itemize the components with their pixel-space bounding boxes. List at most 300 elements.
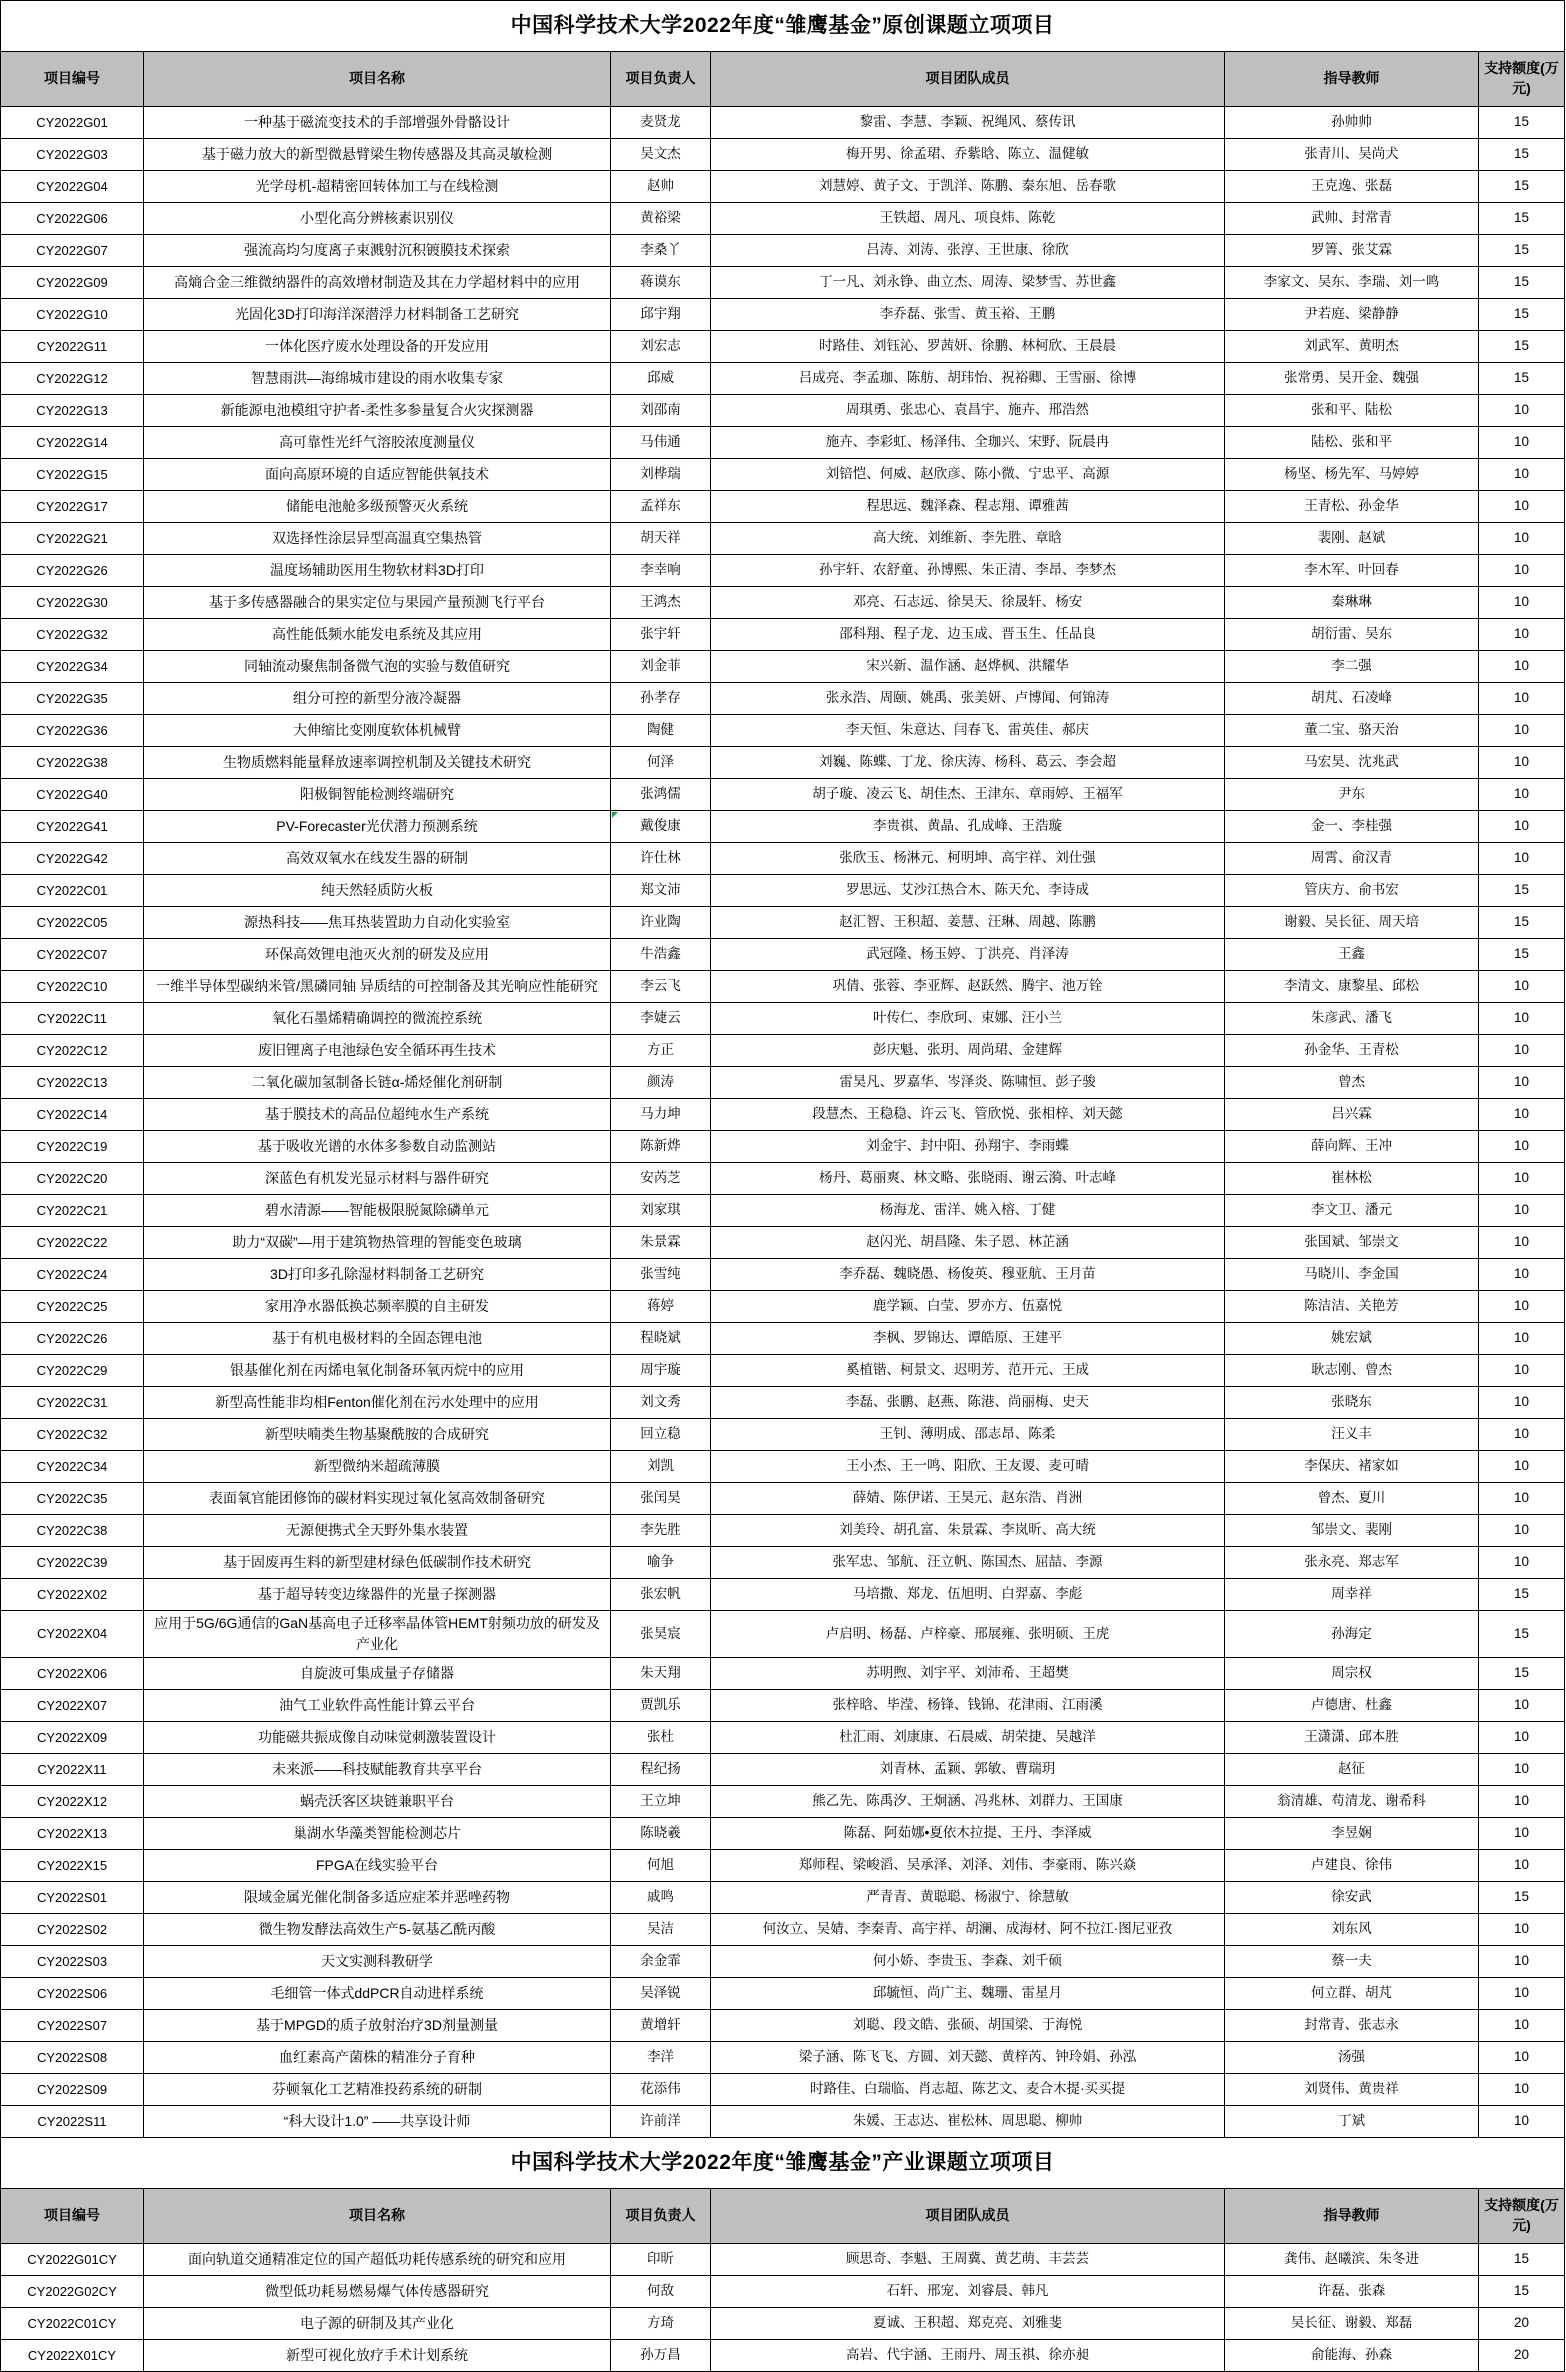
leader-cell: 李婕云: [611, 1003, 711, 1035]
teachers-cell: 李木军、叶回春: [1225, 555, 1479, 587]
teachers-cell: 姚宏斌: [1225, 1323, 1479, 1355]
column-header-project-name: 项目名称: [144, 52, 611, 107]
leader-cell: 马力坤: [611, 1099, 711, 1131]
column-header-project-id: 项目编号: [1, 52, 144, 107]
project-id-cell: CY2022C26: [1, 1323, 144, 1355]
leader-cell: 许仕林: [611, 843, 711, 875]
table-row: [1, 1658, 1565, 1690]
teachers-cell: 汤强: [1225, 2042, 1479, 2074]
teachers-cell: 崔林松: [1225, 1163, 1479, 1195]
amount-cell: 10: [1479, 1291, 1565, 1323]
members-cell: 杨海龙、雷洋、姚入榕、丁健: [711, 1195, 1225, 1227]
project-id-cell: CY2022S07: [1, 2010, 144, 2042]
members-cell: 李磊、张鹏、赵燕、陈港、尚丽梅、史天: [711, 1387, 1225, 1419]
table-row: [1, 1419, 1565, 1451]
amount-cell: 15: [1479, 267, 1565, 299]
amount-cell: 15: [1479, 363, 1565, 395]
amount-cell: 10: [1479, 1914, 1565, 1946]
teachers-cell: 尹若庭、梁静静: [1225, 299, 1479, 331]
table-row: [1, 1035, 1565, 1067]
leader-cell: 吴洁: [611, 1914, 711, 1946]
table-row: [1, 299, 1565, 331]
teachers-cell: 武帅、封常青: [1225, 203, 1479, 235]
leader-cell: 陶健: [611, 715, 711, 747]
members-cell: 李枫、罗锦达、谭皓原、王建平: [711, 1323, 1225, 1355]
project-id-cell: CY2022X07: [1, 1690, 144, 1722]
amount-cell: 10: [1479, 1355, 1565, 1387]
members-cell: 邵科翔、程子龙、边玉成、晋玉生、任品良: [711, 619, 1225, 651]
amount-cell: 10: [1479, 1387, 1565, 1419]
table-row: [1, 331, 1565, 363]
section-title-row: [1, 2138, 1565, 2189]
table-row: [1, 1451, 1565, 1483]
project-name-cell: 限域金属光催化制备多适应症苯并恶唑药物: [144, 1882, 611, 1914]
members-cell: 孙宇轩、农舒童、孙博熙、朱正清、李昂、李梦杰: [711, 555, 1225, 587]
members-cell: 武冠隆、杨玉婷、丁洪亮、肖泽涛: [711, 939, 1225, 971]
project-name-cell: 面向高原环境的自适应智能供氧技术: [144, 459, 611, 491]
project-id-cell: CY2022C05: [1, 907, 144, 939]
project-id-cell: CY2022G09: [1, 267, 144, 299]
project-name-cell: 自旋波可集成量子存储器: [144, 1658, 611, 1690]
members-cell: 梅开男、徐孟珺、乔紫晗、陈立、温健敏: [711, 139, 1225, 171]
table-row: [1, 171, 1565, 203]
project-name-cell: 新能源电池模组守护者-柔性多参量复合火灾探测器: [144, 395, 611, 427]
leader-cell: 颜涛: [611, 1067, 711, 1099]
amount-cell: 10: [1479, 491, 1565, 523]
table-row: [1, 1483, 1565, 1515]
amount-cell: 10: [1479, 2106, 1565, 2138]
leader-cell: 赵帅: [611, 171, 711, 203]
project-name-cell: 碧水清源——智能极限脱氮除磷单元: [144, 1195, 611, 1227]
teachers-cell: 丁斌: [1225, 2106, 1479, 2138]
members-cell: 李乔磊、魏晓愚、杨俊英、穆亚航、王月苗: [711, 1259, 1225, 1291]
project-name-cell: 智慧雨洪—海绵城市建设的雨水收集专家: [144, 363, 611, 395]
teachers-cell: 卢德唐、杜鑫: [1225, 1690, 1479, 1722]
leader-cell: 王鸿杰: [611, 587, 711, 619]
project-name-cell: 天文实测科教研学: [144, 1946, 611, 1978]
amount-cell: 10: [1479, 843, 1565, 875]
leader-cell: 刘宏志: [611, 331, 711, 363]
members-cell: 李贵祺、黄晶、孔成峰、王浩璇: [711, 811, 1225, 843]
project-id-cell: CY2022G36: [1, 715, 144, 747]
project-name-cell: 新型微纳米超疏薄膜: [144, 1451, 611, 1483]
column-header-row: [1, 52, 1565, 107]
teachers-cell: 刘贤伟、黄贵祥: [1225, 2074, 1479, 2106]
teachers-cell: 蔡一夫: [1225, 1946, 1479, 1978]
leader-cell: 余金霏: [611, 1946, 711, 1978]
project-name-cell: 一体化医疗废水处理设备的开发应用: [144, 331, 611, 363]
project-id-cell: CY2022C12: [1, 1035, 144, 1067]
project-id-cell: CY2022G11: [1, 331, 144, 363]
leader-cell: 李云飞: [611, 971, 711, 1003]
teachers-cell: 吴长征、谢毅、郑磊: [1225, 2308, 1479, 2340]
project-name-cell: 光固化3D打印海洋深潜浮力材料制备工艺研究: [144, 299, 611, 331]
amount-cell: 10: [1479, 459, 1565, 491]
amount-cell: 15: [1479, 171, 1565, 203]
amount-cell: 10: [1479, 1786, 1565, 1818]
project-id-cell: CY2022C32: [1, 1419, 144, 1451]
project-id-cell: CY2022G04: [1, 171, 144, 203]
teachers-cell: 李二强: [1225, 651, 1479, 683]
table-row: [1, 683, 1565, 715]
project-name-cell: 温度场辅助医用生物软材料3D打印: [144, 555, 611, 587]
teachers-cell: 金一、李桂强: [1225, 811, 1479, 843]
amount-cell: 10: [1479, 2074, 1565, 2106]
teachers-cell: 张青川、吴尚犬: [1225, 139, 1479, 171]
amount-cell: 10: [1479, 587, 1565, 619]
amount-cell: 15: [1479, 203, 1565, 235]
members-cell: 郑师程、梁峻滔、吴承泽、刘泽、刘伟、李豪雨、陈兴焱: [711, 1850, 1225, 1882]
members-cell: 鹿学颖、白莹、罗亦方、伍嘉悦: [711, 1291, 1225, 1323]
project-id-cell: CY2022C35: [1, 1483, 144, 1515]
column-header-amount: 支持额度(万元): [1479, 2189, 1565, 2244]
teachers-cell: 裴刚、赵斌: [1225, 523, 1479, 555]
leader-cell: 刘家琪: [611, 1195, 711, 1227]
amount-cell: 10: [1479, 1690, 1565, 1722]
members-cell: 黎雷、李慧、李颖、祝绳风、蔡传讯: [711, 107, 1225, 139]
column-header-members: 项目团队成员: [711, 2189, 1225, 2244]
table-row: [1, 1387, 1565, 1419]
table-row: [1, 523, 1565, 555]
project-id-cell: CY2022X06: [1, 1658, 144, 1690]
project-id-cell: CY2022G17: [1, 491, 144, 523]
table-row: [1, 875, 1565, 907]
project-name-cell: 一维半导体型碳纳米管/黑磷同轴 异质结的可控制备及其光响应性能研究: [144, 971, 611, 1003]
amount-cell: 10: [1479, 811, 1565, 843]
table-row: [1, 1067, 1565, 1099]
leader-cell: 何敌: [611, 2276, 711, 2308]
amount-cell: 10: [1479, 2010, 1565, 2042]
teachers-cell: 孙海定: [1225, 1611, 1479, 1658]
members-cell: 王钊、薄明成、邵志昂、陈柔: [711, 1419, 1225, 1451]
members-cell: 马培撒、郑龙、伍旭明、白羿嘉、李彪: [711, 1579, 1225, 1611]
section-title: 中国科学技术大学2022年度“雏鹰基金”产业课题立项项目: [1, 2138, 1565, 2189]
leader-cell: 喻争: [611, 1547, 711, 1579]
leader-cell: 印昕: [611, 2244, 711, 2276]
leader-cell: 许业陶: [611, 907, 711, 939]
amount-cell: 10: [1479, 747, 1565, 779]
amount-cell: 10: [1479, 1003, 1565, 1035]
table-row: [1, 203, 1565, 235]
project-name-cell: 基于MPGD的质子放射治疗3D剂量测量: [144, 2010, 611, 2042]
project-id-cell: CY2022G13: [1, 395, 144, 427]
members-cell: 石轩、邢宠、刘睿晨、韩凡: [711, 2276, 1225, 2308]
table-row: [1, 2308, 1565, 2340]
project-id-cell: CY2022X11: [1, 1754, 144, 1786]
amount-cell: 15: [1479, 331, 1565, 363]
teachers-cell: 陆松、张和平: [1225, 427, 1479, 459]
leader-cell: 张杜: [611, 1722, 711, 1754]
amount-cell: 10: [1479, 715, 1565, 747]
teachers-cell: 张和平、陆松: [1225, 395, 1479, 427]
members-cell: 张梓晗、毕滢、杨锋、钱锦、花津雨、江雨溪: [711, 1690, 1225, 1722]
project-name-cell: 微生物发酵法高效生产5-氨基乙酰丙酸: [144, 1914, 611, 1946]
project-name-cell: 组分可控的新型分液冷凝器: [144, 683, 611, 715]
members-cell: 吕成亮、李孟珈、陈舫、胡玮怡、祝裕卿、王雪丽、徐博: [711, 363, 1225, 395]
leader-cell: 刘凯: [611, 1451, 711, 1483]
project-id-cell: CY2022X09: [1, 1722, 144, 1754]
amount-cell: 20: [1479, 2340, 1565, 2372]
amount-cell: 10: [1479, 1323, 1565, 1355]
project-name-cell: 源热科技——焦耳热装置助力自动化实验室: [144, 907, 611, 939]
teachers-cell: 曾杰、夏川: [1225, 1483, 1479, 1515]
table-row: [1, 363, 1565, 395]
project-name-cell: 高性能低频水能发电系统及其应用: [144, 619, 611, 651]
teachers-cell: 马宏昊、沈兆武: [1225, 747, 1479, 779]
amount-cell: 10: [1479, 1163, 1565, 1195]
project-name-cell: 无源便携式全天野外集水装置: [144, 1515, 611, 1547]
table-row: [1, 1099, 1565, 1131]
project-name-cell: 应用于5G/6G通信的GaN基高电子迁移率晶体管HEMT射频功放的研发及产业化: [144, 1611, 611, 1658]
members-cell: 王小杰、王一鸣、阳欣、王友谡、麦可晴: [711, 1451, 1225, 1483]
teachers-cell: 管庆方、俞书宏: [1225, 875, 1479, 907]
table-row: [1, 1946, 1565, 1978]
table-row: [1, 1003, 1565, 1035]
column-header-teachers: 指导教师: [1225, 52, 1479, 107]
amount-cell: 10: [1479, 1419, 1565, 1451]
project-name-cell: PV-Forecaster光伏潜力预测系统: [144, 811, 611, 843]
project-name-cell: 高可靠性光纤气溶胶浓度测量仪: [144, 427, 611, 459]
project-name-cell: 未来派——科技赋能教育共享平台: [144, 1754, 611, 1786]
table-row: [1, 1850, 1565, 1882]
project-name-cell: 生物质燃料能量释放速率调控机制及关键技术研究: [144, 747, 611, 779]
project-name-cell: 家用净水器低换芯频率膜的自主研发: [144, 1291, 611, 1323]
teachers-cell: 邹崇文、裴刚: [1225, 1515, 1479, 1547]
project-id-cell: CY2022C19: [1, 1131, 144, 1163]
members-cell: 顾思奇、李魁、王周冀、黄艺萌、丰芸芸: [711, 2244, 1225, 2276]
project-name-cell: 巢湖水华藻类智能检测芯片: [144, 1818, 611, 1850]
project-name-cell: 蜗壳沃客区块链兼职平台: [144, 1786, 611, 1818]
leader-cell: 邱宇翔: [611, 299, 711, 331]
project-name-cell: “科大设计1.0” ——共享设计师: [144, 2106, 611, 2138]
table-row: [1, 2010, 1565, 2042]
teachers-cell: 朱彦武、潘飞: [1225, 1003, 1479, 1035]
amount-cell: 10: [1479, 1515, 1565, 1547]
members-cell: 彭庆魁、张玥、周尚珺、金建辉: [711, 1035, 1225, 1067]
teachers-cell: 何立群、胡芃: [1225, 1978, 1479, 2010]
table-row: [1, 1754, 1565, 1786]
project-id-cell: CY2022C13: [1, 1067, 144, 1099]
project-name-cell: 表面氧官能团修饰的碳材料实现过氧化氢高效制备研究: [144, 1483, 611, 1515]
table-row: [1, 1163, 1565, 1195]
leader-cell: 孙万昌: [611, 2340, 711, 2372]
project-name-cell: 废旧锂离子电池绿色安全循环再生技术: [144, 1035, 611, 1067]
leader-cell: 程晓斌: [611, 1323, 711, 1355]
members-cell: 叶传仁、李欣珂、束娜、汪小兰: [711, 1003, 1225, 1035]
members-cell: 奚植锴、柯景文、迟明芳、范开元、王成: [711, 1355, 1225, 1387]
members-cell: 时路佳、刘钰沁、罗茜妍、徐鹏、林柯欣、王晨晨: [711, 331, 1225, 363]
members-cell: 吕涛、刘涛、张淳、王世康、徐欣: [711, 235, 1225, 267]
members-cell: 赵汇智、王积超、姜慧、汪琳、周越、陈鹏: [711, 907, 1225, 939]
members-cell: 梁子涵、陈飞飞、方圆、刘天懿、黄梓芮、钟玲娟、孙泓: [711, 2042, 1225, 2074]
members-cell: 刘金宇、封中阳、孙翔宇、李雨蝶: [711, 1131, 1225, 1163]
teachers-cell: 周幸祥: [1225, 1579, 1479, 1611]
project-id-cell: CY2022X04: [1, 1611, 144, 1658]
table-row: [1, 2244, 1565, 2276]
amount-cell: 10: [1479, 1195, 1565, 1227]
amount-cell: 15: [1479, 139, 1565, 171]
teachers-cell: 吕兴霖: [1225, 1099, 1479, 1131]
members-cell: 高岩、代宇涵、王雨丹、周玉祺、徐亦昶: [711, 2340, 1225, 2372]
teachers-cell: 周宗权: [1225, 1658, 1479, 1690]
amount-cell: 10: [1479, 683, 1565, 715]
leader-cell: 吴文杰: [611, 139, 711, 171]
members-cell: 雷昊凡、罗嘉华、岑泽炎、陈啸恒、彭子骏: [711, 1067, 1225, 1099]
amount-cell: 10: [1479, 395, 1565, 427]
members-cell: 刘锫恺、何威、赵欣彦、陈小微、宁忠平、高源: [711, 459, 1225, 491]
leader-cell: 回立稳: [611, 1419, 711, 1451]
table-row: [1, 1259, 1565, 1291]
project-name-cell: 新型呋喃类生物基聚酰胺的合成研究: [144, 1419, 611, 1451]
project-id-cell: CY2022G15: [1, 459, 144, 491]
project-name-cell: 基于吸收光谱的水体多参数自动监测站: [144, 1131, 611, 1163]
amount-cell: 20: [1479, 2308, 1565, 2340]
project-name-cell: 小型化高分辨核素识别仪: [144, 203, 611, 235]
teachers-cell: 汪义丰: [1225, 1419, 1479, 1451]
project-id-cell: CY2022G41: [1, 811, 144, 843]
table-row: [1, 715, 1565, 747]
amount-cell: 15: [1479, 1882, 1565, 1914]
amount-cell: 10: [1479, 1227, 1565, 1259]
project-name-cell: 高效双氧水在线发生器的研制: [144, 843, 611, 875]
teachers-cell: 孙金华、王青松: [1225, 1035, 1479, 1067]
leader-cell: 程纪扬: [611, 1754, 711, 1786]
table-row: [1, 1690, 1565, 1722]
members-cell: 刘聪、段文皓、张硕、胡国梁、于海悦: [711, 2010, 1225, 2042]
table-row: [1, 2042, 1565, 2074]
table-row: [1, 1611, 1565, 1658]
project-id-cell: CY2022G26: [1, 555, 144, 587]
members-cell: 张欣玉、杨淋元、柯明坤、高宇祥、刘仕强: [711, 843, 1225, 875]
column-header-row: [1, 2189, 1565, 2244]
leader-cell: 张宇轩: [611, 619, 711, 651]
members-cell: 刘慧婷、黄子文、于凯洋、陈鹏、秦东旭、岳春歌: [711, 171, 1225, 203]
project-id-cell: CY2022X01CY: [1, 2340, 144, 2372]
project-name-cell: 银基催化剂在丙烯电氧化制备环氧丙烷中的应用: [144, 1355, 611, 1387]
table-row: [1, 267, 1565, 299]
teachers-cell: 俞能海、孙森: [1225, 2340, 1479, 2372]
table-row: [1, 811, 1565, 843]
leader-cell: 刘桦瑞: [611, 459, 711, 491]
teachers-cell: 罗箐、张艾霖: [1225, 235, 1479, 267]
amount-cell: 10: [1479, 619, 1565, 651]
members-cell: 夏诚、王积超、郑克亮、刘雅斐: [711, 2308, 1225, 2340]
teachers-cell: 王潇潇、邱本胜: [1225, 1722, 1479, 1754]
leader-cell: 刘文秀: [611, 1387, 711, 1419]
teachers-cell: 刘武军、黄明杰: [1225, 331, 1479, 363]
project-id-cell: CY2022C21: [1, 1195, 144, 1227]
project-id-cell: CY2022X12: [1, 1786, 144, 1818]
amount-cell: 10: [1479, 971, 1565, 1003]
project-id-cell: CY2022G30: [1, 587, 144, 619]
project-id-cell: CY2022G32: [1, 619, 144, 651]
project-name-cell: 基于超导转变边缘器件的光量子探测器: [144, 1579, 611, 1611]
members-cell: 陈磊、阿茹娜•夏依木拉提、王丹、李泽威: [711, 1818, 1225, 1850]
leader-cell: 马伟通: [611, 427, 711, 459]
project-id-cell: CY2022G01: [1, 107, 144, 139]
table-row: [1, 1323, 1565, 1355]
leader-cell: 张鸿儒: [611, 779, 711, 811]
amount-cell: 10: [1479, 1547, 1565, 1579]
project-id-cell: CY2022C14: [1, 1099, 144, 1131]
project-id-cell: CY2022G02CY: [1, 2276, 144, 2308]
teachers-cell: 李家文、吴东、李瑞、刘一鸣: [1225, 267, 1479, 299]
project-id-cell: CY2022C10: [1, 971, 144, 1003]
project-name-cell: 基于膜技术的高品位超纯水生产系统: [144, 1099, 611, 1131]
project-id-cell: CY2022S03: [1, 1946, 144, 1978]
table-row: [1, 235, 1565, 267]
leader-cell: 陈晓羲: [611, 1818, 711, 1850]
amount-cell: 10: [1479, 1946, 1565, 1978]
members-cell: 段慧杰、王稳稳、许云飞、管欣悦、张相梓、刘天懿: [711, 1099, 1225, 1131]
project-name-cell: 二氧化碳加氢制备长链α-烯烃催化剂研制: [144, 1067, 611, 1099]
project-name-cell: 储能电池舱多级预警灭火系统: [144, 491, 611, 523]
project-id-cell: CY2022C25: [1, 1291, 144, 1323]
leader-cell: 郑文沛: [611, 875, 711, 907]
table-row: [1, 747, 1565, 779]
leader-cell: 何泽: [611, 747, 711, 779]
column-header-project-name: 项目名称: [144, 2189, 611, 2244]
leader-cell: 安芮芝: [611, 1163, 711, 1195]
column-header-amount: 支持额度(万元): [1479, 52, 1565, 107]
project-id-cell: CY2022G12: [1, 363, 144, 395]
table-row: [1, 459, 1565, 491]
members-cell: 邓亮、石志远、徐昊天、徐晟轩、杨安: [711, 587, 1225, 619]
teachers-cell: 曾杰: [1225, 1067, 1479, 1099]
leader-cell: 周宇璇: [611, 1355, 711, 1387]
project-id-cell: CY2022C22: [1, 1227, 144, 1259]
leader-cell: 王立坤: [611, 1786, 711, 1818]
project-name-cell: 阳极铜智能检测终端研究: [144, 779, 611, 811]
project-name-cell: 毛细管一体式ddPCR自动进样系统: [144, 1978, 611, 2010]
project-id-cell: CY2022S08: [1, 2042, 144, 2074]
table-row: [1, 907, 1565, 939]
project-name-cell: 光学母机-超精密回转体加工与在线检测: [144, 171, 611, 203]
table-row: [1, 779, 1565, 811]
leader-cell: 陈新烨: [611, 1131, 711, 1163]
project-id-cell: CY2022C39: [1, 1547, 144, 1579]
leader-cell: 孟祥东: [611, 491, 711, 523]
table-row: [1, 1818, 1565, 1850]
teachers-cell: 杨坚、杨先军、马婷婷: [1225, 459, 1479, 491]
project-id-cell: CY2022G10: [1, 299, 144, 331]
project-name-cell: 助力“双碳”—用于建筑物热管理的智能变色玻璃: [144, 1227, 611, 1259]
teachers-cell: 王克逸、张磊: [1225, 171, 1479, 203]
table-row: [1, 619, 1565, 651]
teachers-cell: 封常青、张志永: [1225, 2010, 1479, 2042]
teachers-cell: 翁清雄、苟清龙、谢希科: [1225, 1786, 1479, 1818]
members-cell: 张永浩、周颐、姚禹、张美妍、卢博闻、何锦涛: [711, 683, 1225, 715]
project-id-cell: CY2022S01: [1, 1882, 144, 1914]
leader-cell: 李桑丫: [611, 235, 711, 267]
amount-cell: 10: [1479, 2042, 1565, 2074]
leader-cell: 张宏帆: [611, 1579, 711, 1611]
members-cell: 王铁超、周凡、项良炜、陈乾: [711, 203, 1225, 235]
section-title: 中国科学技术大学2022年度“雏鹰基金”原创课题立项项目: [1, 1, 1565, 52]
amount-cell: 10: [1479, 1099, 1565, 1131]
members-cell: 程思远、魏泽森、程志翔、谭雅茜: [711, 491, 1225, 523]
members-cell: 宋兴新、温作涵、赵烨枫、洪耀华: [711, 651, 1225, 683]
teachers-cell: 赵征: [1225, 1754, 1479, 1786]
leader-cell: 黄裕梁: [611, 203, 711, 235]
amount-cell: 15: [1479, 299, 1565, 331]
table-row: [1, 1131, 1565, 1163]
project-name-cell: 新型可视化放疗手术计划系统: [144, 2340, 611, 2372]
amount-cell: 15: [1479, 875, 1565, 907]
leader-cell: 张昊宸: [611, 1611, 711, 1658]
project-id-cell: CY2022C11: [1, 1003, 144, 1035]
teachers-cell: 孙帅帅: [1225, 107, 1479, 139]
